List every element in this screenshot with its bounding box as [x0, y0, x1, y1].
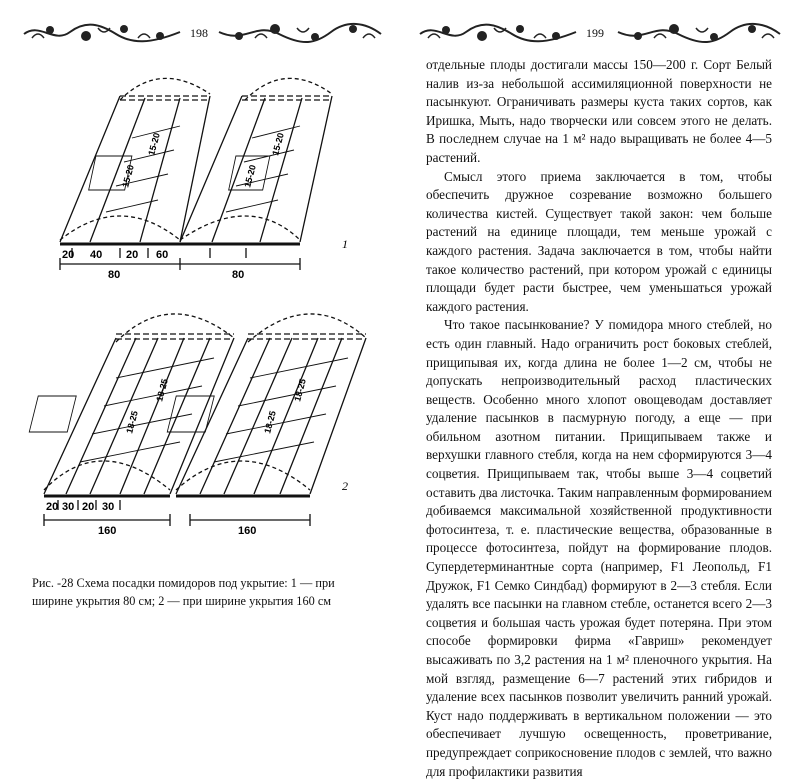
panel-label-2: 2	[342, 479, 348, 493]
bed-80-left	[60, 78, 210, 270]
bed-80-right	[180, 78, 332, 270]
width-label: 160	[238, 525, 257, 537]
width-label: 80	[232, 269, 245, 281]
page-number: 198	[190, 26, 208, 40]
spacing-label: 18-25	[262, 409, 278, 435]
floral-ornament-right	[215, 20, 385, 46]
floral-ornament-left	[416, 20, 581, 46]
spacing-label: 15-20	[120, 163, 136, 189]
width-label: 80	[108, 269, 121, 281]
left-page-header	[0, 20, 400, 50]
dim-label: 60	[156, 249, 169, 261]
spacing-label: 18-25	[292, 377, 308, 403]
spacing-label: 18-25	[154, 377, 170, 403]
body-text	[426, 56, 772, 781]
planting-scheme-diagram	[20, 52, 380, 572]
right-page-header	[400, 20, 800, 50]
dim-label: 30	[102, 501, 115, 513]
dim-label: 20	[46, 501, 59, 513]
floral-ornament-left	[20, 20, 185, 46]
floral-ornament-right	[614, 20, 784, 46]
paragraph: Что такое пасынкование? У помидора много стеблей, но есть один главный. Надо ограничить рост боковых стеблей, прищипывая их, когда длина не более 1—2 см, чтобы не допускать непроизводительный расход пластических веществ. Особенно много хлопот овощеводам доставляет удаление пасынков в пасмурную погоду, а еще — при обильном азотном питании. Прищипываем также и верхушки главного стебля, когда на нем сформируются 3—4 соцветия. Прищипываем так, чтобы выше 3—4 соцветий оставить два листочка. Таким направленным формированием добиваемся максимальной хозяйственной продуктивности фотосинтеза, т. е. пластические вещества, образованные в процессе фотосинтеза, пойдут на формирование плодов. Супердетерминантные сорта (например, F1 Леопольд, F1 Дружок, F1 Семко Синдбад) формируют в 2—3 стебля. Если удалять все пасынки на главном стебле, останется всего 2—3 соцветия и большая часть урожая будет потеряна. При этом способе формировки фирма «Гавриш» рекомендует высаживать по 3,2 растения на 1 м² пленочного укрытия. На мой взгляд, размещение 6—7 растений этих гибридов и удаление всех пасынков позволит увеличить ранний урожай. Куст надо поддерживать в вертикальном положении — это обеспечивает лучшую освещенность, проветривание, предупреждает соприкосновение плодов с землей, что важно для профилактики развития	[426, 317, 772, 779]
dim-label: 20	[62, 249, 75, 261]
spacing-label: 15-20	[270, 131, 286, 157]
width-label: 160	[98, 525, 117, 537]
figure-caption: Рис. -28 Схема посадки помидоров под укрытие: 1 — при ширине укрытия 80 см; 2 — при ширине укрытия 160 см	[32, 576, 335, 608]
paragraph: отдельные плоды достигали массы 150—200 г. Сорт Белый налив из-за небольшой ассимиляционной поверхности не пасынкуют. Ограничивать размеры куста таких сортов, как Иришка, Мыть, надо творчески или совсем этого не делать. В последнем случае на 1 м² надо выращивать не более 4—5 растений.	[426, 57, 772, 165]
dim-label: 30	[62, 501, 75, 513]
dim-label: 20	[82, 501, 95, 513]
dim-label: 20	[126, 249, 139, 261]
panel-label-1: 1	[342, 237, 348, 251]
spacing-label: 18-25	[124, 409, 140, 435]
paragraph: Смысл этого приема заключается в том, чтобы обеспечить дружное созревание возможно большего количества кистей. Существует такой закон: чем больше растений на единице площади, тем меньше урожай с каждого растения. Задача заключается в том, чтобы найти такое количество растений, при котором урожай с единицы площади будет расти быстрее, чем уменьшаться урожай каждого растения.	[426, 168, 772, 314]
left-page	[0, 0, 400, 630]
page-number: 199	[586, 26, 604, 40]
spacing-label: 15-20	[242, 163, 258, 189]
spacing-label: 15-20	[146, 131, 162, 157]
dim-label: 40	[90, 249, 103, 261]
